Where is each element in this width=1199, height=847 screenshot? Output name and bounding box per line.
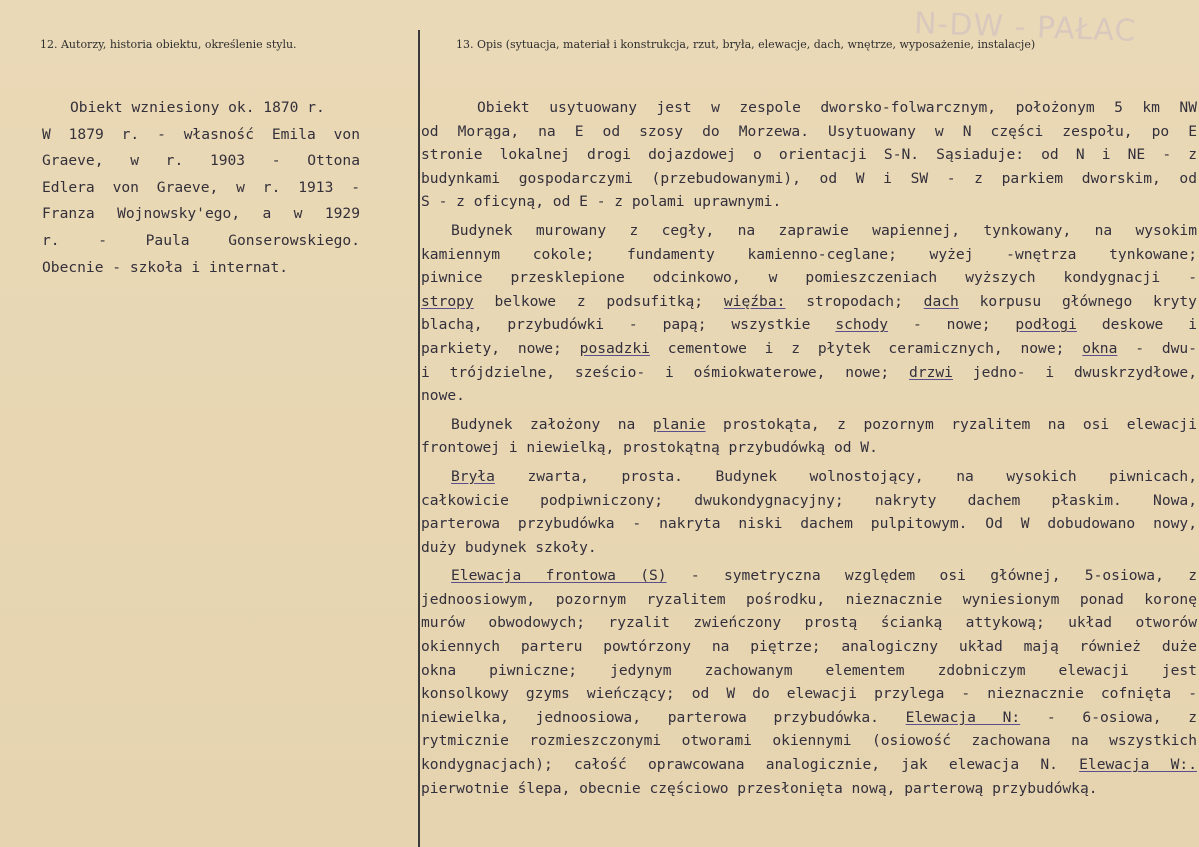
text-run: stropodach;	[785, 292, 924, 310]
term-planie: planie	[652, 415, 706, 433]
description-line: Obiekt usytuowany jest w zespole dworsko-folwarcznym, położonym 5 km NW	[477, 99, 1197, 116]
description-line: od Morąga, na E od szosy do Morzewa. Usytuowany w N części zespołu, po E	[421, 122, 1197, 140]
history-line: Obiekt wzniesiony ok. 1870 r.	[70, 99, 325, 116]
description-line	[421, 361, 1197, 385]
text-run: i trójdzielne, sześcio- i ośmiokwaterowe, nowe;	[421, 363, 910, 381]
history-line: W 1879 r. - własność Emila von	[42, 125, 360, 143]
text-run: kondygnacjach); całość oprawcowana analogicznie, jak elewacja N.	[421, 756, 1080, 774]
term-bryla: Bryła	[451, 467, 495, 485]
history-line: r. - Paula Gonserowskiego.	[42, 231, 360, 249]
description-line: Budynek murowany z cegły, na zaprawie wapiennej, tynkowany, na wysokim	[451, 221, 1197, 239]
text-run: niewielka, jednoosiowa, parterowa przybudówka.	[421, 708, 906, 726]
description-line	[421, 564, 1197, 588]
text-run: prostokąta, z pozornym ryzalitem na osi elewacji	[705, 415, 1197, 433]
description-line: konsolkowy gzyms wieńczący; od W do elewacji przylega - nieznacznie cofnięta -	[421, 685, 1197, 703]
description-line	[421, 337, 1197, 361]
description-line: jednoosiowym, pozornym ryzalitem pośrodku, nieznacznie wyniesionym ponad koronę	[421, 590, 1197, 608]
column-divider	[418, 30, 420, 847]
text-run: parkiety, nowe;	[421, 339, 580, 357]
section-12-header: 12. Autorzy, historia obiektu, określenie stylu.	[40, 38, 297, 51]
description-line: całkowicie podpiwniczony; dwukondygnacyjny; nakryty dachem płaskim. Nowa,	[421, 491, 1197, 509]
description-line: duży budynek szkoły.	[421, 538, 597, 556]
term-schody: schody	[835, 316, 889, 334]
text-run: - 6-osiowa, z	[1020, 708, 1197, 726]
description-line	[421, 753, 1197, 777]
section-13-header: 13. Opis (sytuacja, materiał i konstrukcja, rzut, bryła, elewacje, dach, wnętrze, wyposażenie, instalacje)	[456, 38, 1036, 51]
term-elewacja-frontowa: Elewacja frontowa (S)	[451, 567, 667, 585]
text-run: deskowe i	[1076, 316, 1197, 334]
term-wiezba: więźba:	[723, 292, 786, 310]
history-text	[42, 95, 360, 281]
text-run: jedno- i dwuskrzydłowe,	[952, 363, 1197, 381]
description-line: murów obwodowych; ryzalit zwieńczony prostą ścianką attykową; układ otworów	[421, 614, 1197, 632]
description-line: frontowej i niewielką, prostokątną przybudówką od W.	[421, 439, 878, 457]
term-posadzki: posadzki	[579, 339, 650, 357]
description-line: S - z oficyną, od E - z polami uprawnymi.	[421, 193, 782, 211]
description-line: stronie lokalnej drogi dojazdowej o orientacji S-N. Sąsiaduje: od N i NE - z	[421, 146, 1197, 164]
text-run: cementowe i z płytek ceramicznych, nowe;	[649, 339, 1083, 357]
text-run: - symetryczna względem osi głównej, 5-osiowa, z	[666, 567, 1197, 585]
history-line: Graeve, w r. 1903 - Ottona	[42, 152, 360, 170]
text-run: - nowe;	[888, 316, 1016, 334]
description-line: budynkami gospodarczymi (przebudowanymi), od W i SW - z parkiem dworskim, od	[421, 169, 1197, 187]
term-elewacja-n: Elewacja N:	[905, 708, 1021, 726]
description-line: parterowa przybudówka - nakryta niski dachem pulpitowym. Od W dobudowano nowy,	[421, 515, 1197, 533]
description-line: piwnice przesklepione odcinkowo, w pomieszczeniach wyższych kondygnacji -	[421, 269, 1197, 287]
description-line: kamiennym cokole; fundamenty kamienno-ceglane; wyżej -wnętrza tynkowane;	[421, 245, 1197, 263]
text-run: belkowe z podsufitką;	[473, 292, 724, 310]
history-line: Edlera von Graeve, w r. 1913 -	[42, 178, 360, 196]
description-line: okiennych parteru powtórzony na piętrze; analogiczny układ mają również duże	[421, 638, 1197, 656]
history-line: Obecnie - szkoła i internat.	[42, 258, 289, 276]
description-line: nowe.	[421, 387, 465, 405]
history-line: Franza Wojnowsky'ego, a w 1929	[42, 205, 360, 223]
term-dach: dach	[923, 292, 959, 310]
text-run: zwarta, prosta. Budynek wolnostojący, na wysokich piwnicach,	[494, 467, 1197, 485]
description-line	[421, 290, 1197, 314]
description-text	[421, 96, 1197, 800]
term-stropy: stropy	[421, 292, 474, 310]
text-run: korpusu głównego kryty	[958, 292, 1197, 310]
text-run: blachą, przybudówki - papą; wszystkie	[421, 316, 836, 334]
term-drzwi: drzwi	[909, 363, 953, 381]
term-elewacja-w: Elewacja W:.	[1079, 756, 1197, 774]
description-line	[421, 313, 1197, 337]
description-line: okna piwniczne; jedynym zachowanym elementem zdobniczym elewacji jest	[421, 661, 1197, 679]
handwritten-stamp: N-DW - PAŁAC	[913, 6, 1137, 49]
description-line: pierwotnie ślepa, obecnie częściowo przesłonięta nową, parterową przybudówką.	[421, 779, 1098, 797]
description-line	[421, 706, 1197, 730]
description-line	[421, 413, 1197, 437]
description-line	[421, 465, 1197, 489]
text-run: - dwu-	[1117, 339, 1197, 357]
text-run: Budynek założony na	[451, 415, 653, 433]
description-line: rytmicznie rozmieszczonymi otworami okiennymi (osiowość zachowana na wszystkich	[421, 732, 1197, 750]
term-podlogi: podłogi	[1015, 316, 1077, 334]
term-okna: okna	[1082, 339, 1118, 357]
